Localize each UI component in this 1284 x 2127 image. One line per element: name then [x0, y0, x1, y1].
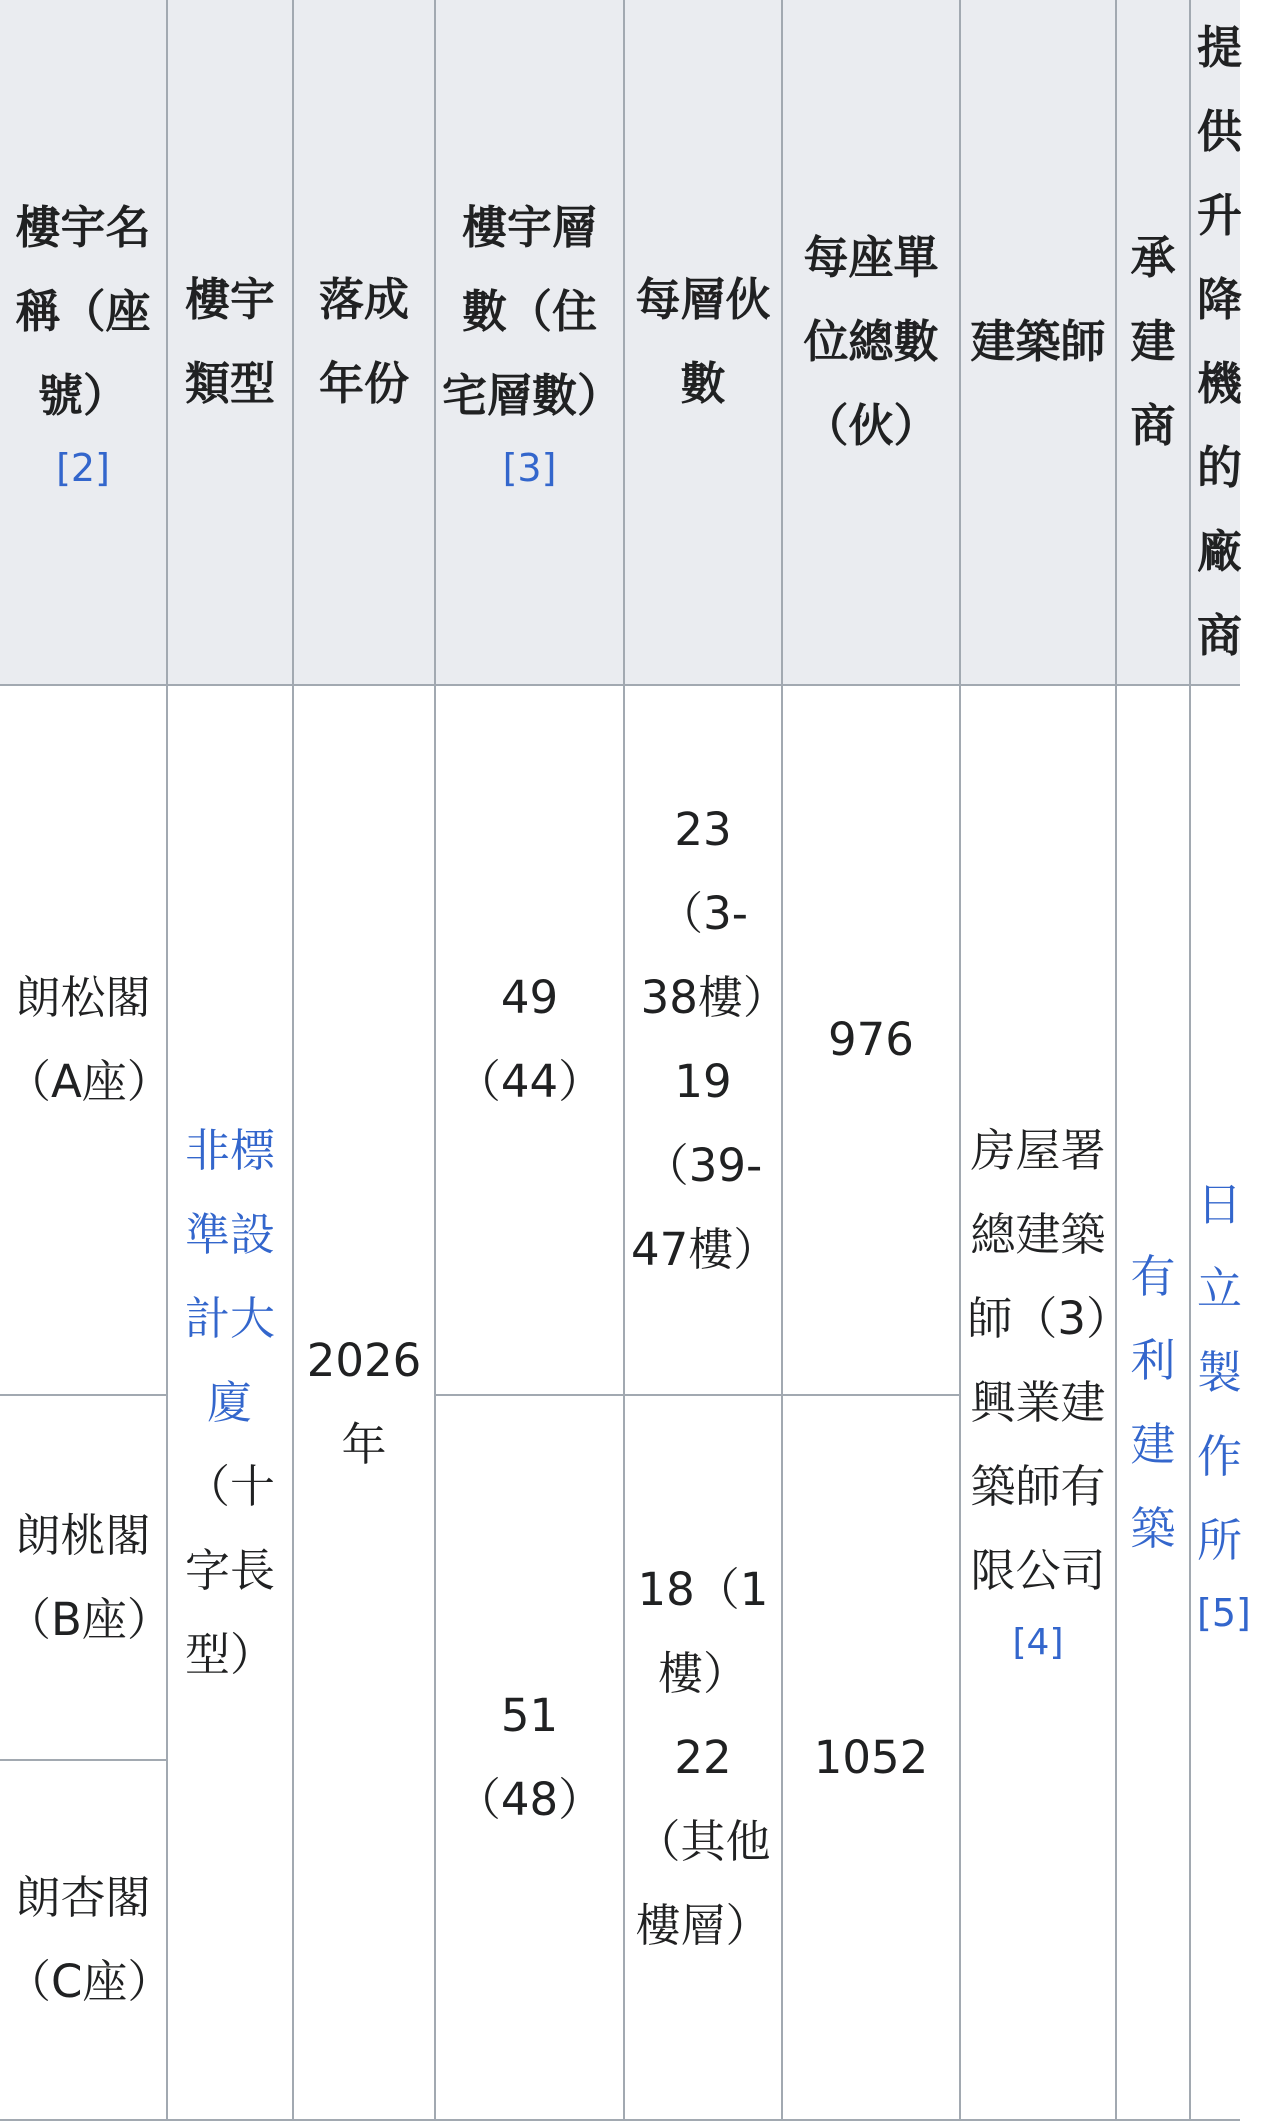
reference-link-2[interactable]: [2] — [56, 446, 110, 490]
lift-supplier-cell — [1190, 685, 1251, 2120]
floors-a: 49（44） — [435, 685, 624, 1395]
header-row — [0, 0, 1240, 685]
building-name-a: 朗松閣（A座） — [0, 685, 167, 1395]
floors-bc: 51（48） — [435, 1395, 624, 2120]
reference-link-3[interactable]: [3] — [502, 446, 557, 490]
reference-link-5[interactable]: [5] — [1197, 1590, 1251, 1635]
reference-link-4[interactable]: [4] — [1012, 1621, 1064, 1663]
building-name-b: 朗桃閣（B座） — [0, 1395, 167, 1760]
lift-supplier-link[interactable]: 日立製作所 — [1197, 1177, 1243, 1567]
flats-per-floor-bc: 18（1樓）22（其他樓層） — [624, 1395, 782, 2120]
header-building-type: 樓宇類型 — [167, 0, 293, 685]
flats-per-floor-a: 23（3-38樓）19（39-47樓） — [624, 685, 782, 1395]
building-name-c: 朗杏閣（C座） — [0, 1760, 167, 2120]
total-units-a: 976 — [782, 685, 960, 1395]
header-lift-supplier: 提供升降機的廠商 — [1190, 0, 1240, 685]
building-type-cell — [167, 685, 293, 2120]
table-row — [0, 685, 1240, 1395]
contractor-link[interactable]: 有利建築 — [1116, 685, 1190, 2120]
building-type-link[interactable]: 非標準設計大廈 — [184, 1123, 275, 1429]
header-floors: 樓宇層數（住宅層數） [3] — [435, 0, 624, 685]
header-architect: 建築師 — [960, 0, 1116, 685]
completion-year-cell: 2026年 — [293, 685, 435, 2120]
total-units-bc: 1052 — [782, 1395, 960, 2120]
architect-cell: 房屋署總建築師（3）興業建築師有限公司[4] — [960, 685, 1116, 2120]
header-completion-year: 落成年份 — [293, 0, 435, 685]
header-total-units: 每座單位總數（伙） — [782, 0, 960, 685]
header-contractor: 承建商 — [1116, 0, 1190, 685]
building-type-suffix: （十字長型） — [184, 1459, 275, 1681]
header-flats-per-floor: 每層伙數 — [624, 0, 782, 685]
header-building-name: 樓宇名稱（座號） [2] — [0, 0, 167, 685]
